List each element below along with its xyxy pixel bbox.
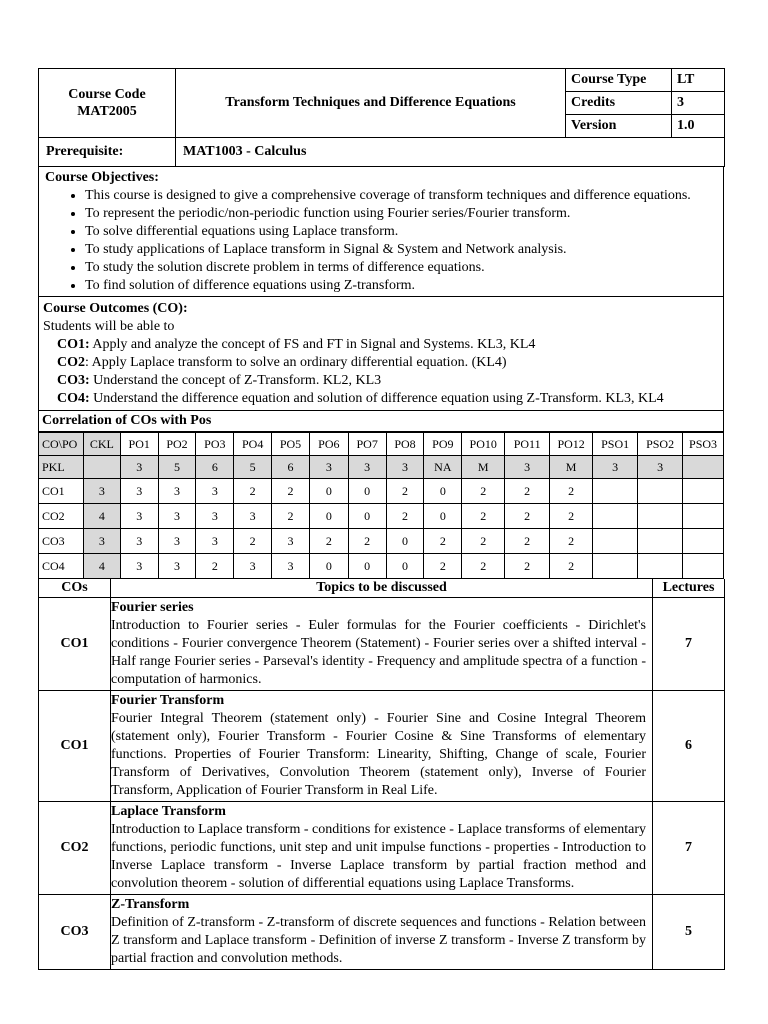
credits-label: Credits: [566, 92, 672, 115]
topic-title: Z-Transform: [111, 897, 190, 912]
objective-item: • To solve differential equations using Laplace transform.: [85, 223, 723, 241]
correlation-pkl-cell: M: [550, 456, 593, 479]
topic-row: [39, 691, 725, 802]
correlation-row: [39, 554, 724, 579]
objectives-title: Course Objectives:: [45, 170, 159, 185]
outcome-item: [43, 372, 723, 390]
correlation-pkl-cell: 3: [638, 456, 683, 479]
correlation-cell: CO2: [39, 504, 84, 529]
correlation-header-cell: PO10: [462, 433, 505, 456]
correlation-pkl-cell: 5: [234, 456, 272, 479]
correlation-cell: 2: [550, 504, 593, 529]
correlation-header-row: [39, 433, 724, 456]
correlation-cell: 0: [309, 554, 348, 579]
correlation-cell: 2: [462, 529, 505, 554]
correlation-cell: 0: [386, 554, 424, 579]
correlation-header-cell: CO\PO: [39, 433, 84, 456]
correlation-cell: 3: [120, 479, 158, 504]
course-type-value: LT: [672, 69, 725, 92]
version-label: Version: [566, 115, 672, 138]
outcome-label: CO4:: [57, 391, 90, 406]
correlation-cell: 0: [309, 479, 348, 504]
outcomes-intro: Students will be able to: [43, 319, 175, 334]
correlation-cell: [593, 529, 638, 554]
prerequisite-row: [38, 138, 725, 167]
correlation-header-cell: PO7: [348, 433, 386, 456]
correlation-cell: 2: [462, 554, 505, 579]
correlation-pkl-cell: 3: [348, 456, 386, 479]
topic-text: Introduction to Laplace transform - conditions for existence - Laplace transforms of elementary functions, periodic functions, unit step and unit impulse functions - properties - Introduction to Inverse Laplace transform - Inverse Laplace transform by partial fraction method and convolution theorem - solution of differential equations using Laplace Transforms.: [111, 822, 646, 891]
correlation-pkl-cell: 5: [158, 456, 196, 479]
course-code: MAT2005: [77, 104, 137, 119]
correlation-cell: 3: [120, 504, 158, 529]
correlation-cell: 4: [83, 504, 120, 529]
correlation-cell: [638, 554, 683, 579]
correlation-cell: 2: [550, 529, 593, 554]
objective-item: • To study applications of Laplace transform in Signal & System and Network analysis.: [85, 241, 723, 259]
correlation-header-cell: PO6: [309, 433, 348, 456]
version-value: 1.0: [672, 115, 725, 138]
correlation-cell: 3: [83, 479, 120, 504]
topic-description: [111, 598, 653, 691]
outcome-text: : Apply Laplace transform to solve an ordinary differential equation. (KL4): [85, 355, 507, 370]
topic-title: Laplace Transform: [111, 804, 226, 819]
correlation-cell: CO3: [39, 529, 84, 554]
correlation-header-cell: CKL: [83, 433, 120, 456]
correlation-cell: [683, 479, 724, 504]
topic-row: [39, 895, 725, 970]
correlation-pkl-cell: M: [462, 456, 505, 479]
topic-description: [111, 691, 653, 802]
correlation-cell: CO4: [39, 554, 84, 579]
correlation-cell: 3: [158, 479, 196, 504]
correlation-pkl-cell: 3: [593, 456, 638, 479]
correlation-cell: 2: [505, 529, 550, 554]
correlation-cell: 2: [462, 504, 505, 529]
correlation-pkl-cell: [683, 456, 724, 479]
correlation-cell: 3: [158, 529, 196, 554]
correlation-pkl-cell: [83, 456, 120, 479]
topic-co: CO1: [39, 598, 111, 691]
correlation-header-cell: PO5: [272, 433, 310, 456]
correlation-cell: [593, 554, 638, 579]
outcomes-title: Course Outcomes (CO):: [43, 301, 188, 316]
objective-item: • To find solution of difference equations using Z-transform.: [85, 277, 723, 295]
correlation-header-cell: PSO3: [683, 433, 724, 456]
correlation-cell: [638, 479, 683, 504]
correlation-cell: 3: [83, 529, 120, 554]
correlation-cell: 3: [272, 554, 310, 579]
correlation-cell: 0: [424, 479, 462, 504]
objective-item: • This course is designed to give a comprehensive coverage of transform techniques and difference equations.: [85, 187, 723, 205]
correlation-pkl-cell: 3: [505, 456, 550, 479]
correlation-cell: 2: [424, 554, 462, 579]
correlation-pkl-cell: 6: [272, 456, 310, 479]
correlation-cell: [638, 529, 683, 554]
topic-lectures: 5: [653, 895, 725, 970]
correlation-cell: 4: [83, 554, 120, 579]
topic-text: Definition of Z-transform - Z-transform of discrete sequences and functions - Relation between Z transform and Laplace transform - Definition of inverse Z transform - Inverse Z transform by partial fraction and convolution methods.: [111, 915, 646, 966]
correlation-cell: 0: [348, 554, 386, 579]
outcome-text: Apply and analyze the concept of FS and FT in Signal and Systems. KL3, KL4: [89, 337, 536, 352]
outcome-item: [43, 336, 723, 354]
correlation-cell: [593, 479, 638, 504]
correlation-cell: 2: [505, 479, 550, 504]
correlation-cell: [593, 504, 638, 529]
correlation-cell: 3: [120, 529, 158, 554]
correlation-cell: 3: [234, 504, 272, 529]
correlation-cell: [683, 504, 724, 529]
topics-table: [38, 579, 725, 970]
correlation-header-cell: PO8: [386, 433, 424, 456]
correlation-cell: 0: [386, 529, 424, 554]
objective-item: • To study the solution discrete problem in terms of difference equations.: [85, 259, 723, 277]
topic-lectures: 7: [653, 802, 725, 895]
topic-row: [39, 598, 725, 691]
outcome-label: CO1:: [57, 337, 90, 352]
correlation-cell: 2: [462, 479, 505, 504]
correlation-cell: 2: [196, 554, 234, 579]
correlation-row: [39, 529, 724, 554]
correlation-cell: 3: [120, 554, 158, 579]
correlation-header-cell: PO9: [424, 433, 462, 456]
topics-col-topics: Topics to be discussed: [111, 579, 653, 598]
correlation-cell: 2: [309, 529, 348, 554]
prerequisite-label: Prerequisite:: [39, 138, 176, 167]
correlation-cell: 2: [386, 504, 424, 529]
correlation-cell: [638, 504, 683, 529]
correlation-pkl-cell: 3: [386, 456, 424, 479]
correlation-header-cell: PO1: [120, 433, 158, 456]
correlation-cell: 3: [272, 529, 310, 554]
correlation-cell: CO1: [39, 479, 84, 504]
correlation-cell: 2: [386, 479, 424, 504]
correlation-row: [39, 479, 724, 504]
outcome-text: Understand the concept of Z-Transform. KL2, KL3: [89, 373, 382, 388]
correlation-header-cell: PO2: [158, 433, 196, 456]
correlation-cell: 3: [196, 479, 234, 504]
course-code-cell: [39, 69, 176, 138]
topic-co: CO1: [39, 691, 111, 802]
correlation-pkl-cell: 3: [309, 456, 348, 479]
course-outcomes: [38, 297, 724, 411]
correlation-cell: 3: [196, 504, 234, 529]
credits-value: 3: [672, 92, 725, 115]
topic-title: Fourier Transform: [111, 693, 225, 708]
topic-title: Fourier series: [111, 600, 194, 615]
correlation-cell: 2: [505, 504, 550, 529]
topic-text: Fourier Integral Theorem (statement only) - Fourier Sine and Cosine Integral Theorem (statement only), Fourier Transform - Fourier Cosine & Sine Transforms of elementary functions. Properties of Fourier Transform: Linearity, Shifting, Change of scale, Fourier Transform of Derivatives, Convolution Theorem (statement only), Inverse of Fourier Transform, Application of Fourier Transform in Real Life.: [111, 711, 646, 798]
correlation-header-cell: PO11: [505, 433, 550, 456]
topic-co: CO2: [39, 802, 111, 895]
correlation-cell: 0: [309, 504, 348, 529]
course-title: Transform Techniques and Difference Equations: [176, 69, 566, 138]
correlation-cell: 2: [234, 479, 272, 504]
objective-item: • To represent the periodic/non-periodic function using Fourier series/Fourier transform.: [85, 205, 723, 223]
correlation-header-cell: PSO1: [593, 433, 638, 456]
correlation-cell: 2: [424, 529, 462, 554]
correlation-cell: 2: [550, 479, 593, 504]
correlation-table: [38, 432, 724, 579]
topic-text: Introduction to Fourier series - Euler formulas for the Fourier coefficients - Dirichlet's conditions - Fourier convergence Theorem (Statement) - Fourier series over a shifted interval - Half range Fourier series - Parseval's identity - Frequency and amplitude spectra of a function - computation of harmonics.: [111, 618, 646, 687]
correlation-header-cell: PO12: [550, 433, 593, 456]
correlation-cell: 0: [424, 504, 462, 529]
correlation-cell: 2: [348, 529, 386, 554]
correlation-pkl-cell: 3: [120, 456, 158, 479]
topic-co: CO3: [39, 895, 111, 970]
prerequisite-value: MAT1003 - Calculus: [176, 138, 725, 167]
outcome-label: CO2: [57, 355, 85, 370]
course-header-table: [38, 68, 725, 138]
correlation-cell: 2: [505, 554, 550, 579]
outcome-item: [43, 390, 723, 408]
topic-description: [111, 802, 653, 895]
correlation-cell: 2: [550, 554, 593, 579]
correlation-header-cell: PSO2: [638, 433, 683, 456]
correlation-cell: [683, 554, 724, 579]
outcome-label: CO3:: [57, 373, 90, 388]
syllabus-document: [38, 68, 724, 970]
correlation-cell: 3: [158, 504, 196, 529]
course-objectives: [38, 167, 724, 297]
correlation-cell: 3: [158, 554, 196, 579]
topic-row: [39, 802, 725, 895]
correlation-row: [39, 504, 724, 529]
correlation-pkl-row: [39, 456, 724, 479]
topic-lectures: 6: [653, 691, 725, 802]
correlation-pkl-cell: 6: [196, 456, 234, 479]
correlation-title: Correlation of COs with Pos: [38, 411, 724, 432]
correlation-cell: 3: [234, 554, 272, 579]
correlation-header-cell: PO4: [234, 433, 272, 456]
correlation-pkl-cell: NA: [424, 456, 462, 479]
topics-col-lectures: Lectures: [653, 579, 725, 598]
correlation-pkl-cell: PKL: [39, 456, 84, 479]
correlation-cell: 0: [348, 504, 386, 529]
topic-description: [111, 895, 653, 970]
outcome-text: Understand the difference equation and solution of difference equation using Z-Transform. KL3, KL4: [89, 391, 664, 406]
topics-header-row: [39, 579, 725, 598]
correlation-cell: 2: [234, 529, 272, 554]
outcome-item: [43, 354, 723, 372]
course-type-label: Course Type: [566, 69, 672, 92]
topics-col-cos: COs: [39, 579, 111, 598]
correlation-cell: [683, 529, 724, 554]
correlation-cell: 2: [272, 504, 310, 529]
correlation-header-cell: PO3: [196, 433, 234, 456]
correlation-cell: 3: [196, 529, 234, 554]
course-code-label: Course Code: [68, 87, 146, 102]
topic-lectures: 7: [653, 598, 725, 691]
correlation-cell: 0: [348, 479, 386, 504]
correlation-cell: 2: [272, 479, 310, 504]
